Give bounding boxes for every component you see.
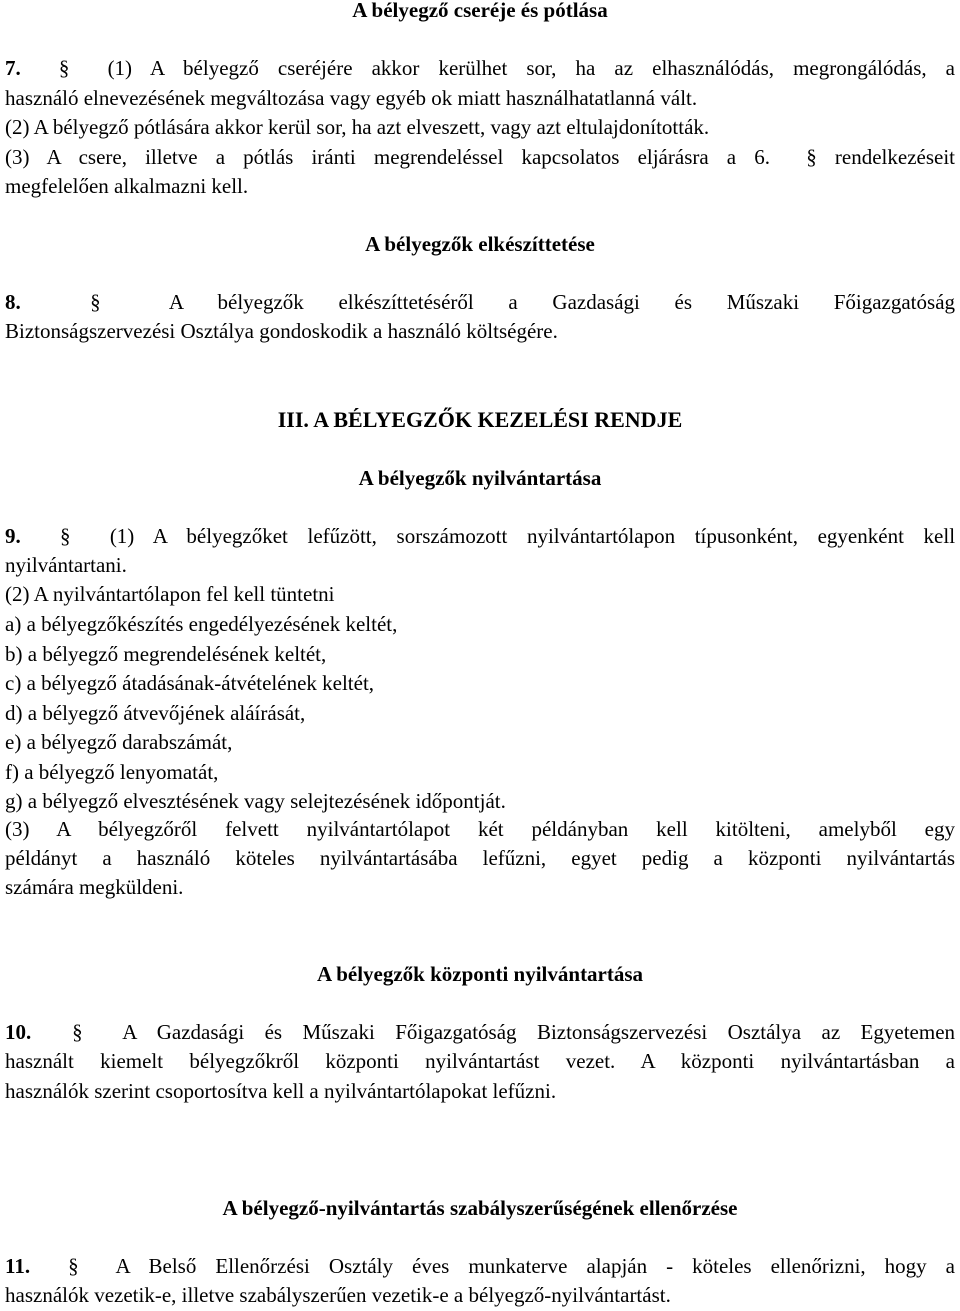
section-heading-stamp-replacement: A bélyegző cseréje és pótlása (352, 0, 608, 22)
paragraph-text: (3) A csere, illetve a pótlás iránti megrendeléssel kapcsolatos eljárásra a 6. (5, 145, 771, 169)
section-heading-stamp-registry: A bélyegzők nyilvántartása (358, 466, 602, 490)
paragraph-text: rendelkezéseit (834, 145, 956, 169)
paragraph-10-line1 (5, 1018, 955, 1048)
paragraph-text: (1) A bélyegzőket lefűzött, sorszámozott nyilvántartólapon típusonként, egyenként kell (109, 524, 956, 548)
section-number: 9. (5, 524, 21, 548)
registry-item-list (5, 610, 955, 817)
paragraph-7-2: (2) A bélyegző pótlására akkor kerül sor, ha azt elveszett, vagy azt eltulajdonították. (5, 115, 710, 139)
section-number: 7. (5, 56, 21, 80)
paragraph-8-line1 (5, 288, 955, 318)
paragraph-7-3-line1 (5, 143, 955, 173)
paragraph-7-3-line2: megfelelően alkalmazni kell. (5, 174, 249, 198)
paragraph-10-line2: használt kiemelt bélyegzőkről központi nyilvántartást vezet. A központi nyilvántartásban a (5, 1049, 955, 1073)
list-item: c) a bélyegző átadásának-átvételének keltét, (5, 671, 375, 695)
section-symbol: § (90, 290, 101, 314)
paragraph-9-3-line3: számára megküldeni. (5, 875, 184, 899)
paragraph-9-3-line2: példányt a használó köteles nyilvántartásába lefűzni, egyet pedig a központi nyilvántartás (5, 846, 955, 870)
paragraph-9-1-line1 (5, 522, 955, 552)
paragraph-9-1-line2: nyilvántartani. (5, 553, 127, 577)
list-item: g) a bélyegző elvesztésének vagy selejtezésének időpontját. (5, 789, 506, 813)
paragraph-11-line1 (5, 1252, 955, 1282)
section-heading-registry-audit: A bélyegző-nyilvántartás szabályszerűségének ellenőrzése (222, 1196, 738, 1220)
section-symbol: § (60, 524, 71, 548)
paragraph-11-line2: használók vezetik-e, illetve szabályszerűen vezetik-e a bélyegző-nyilvántartást. (5, 1283, 671, 1307)
paragraph-text: A Gazdasági és Műszaki Főigazgatóság Biztonságszervezési Osztálya az Egyetemen (122, 1020, 956, 1044)
paragraph-9-3-line1: (3) A bélyegzőről felvett nyilvántartólapot két példányban kell kitölteni, amelyből egy (5, 817, 955, 841)
section-number: 11. (5, 1254, 31, 1278)
section-symbol: § (68, 1254, 79, 1278)
paragraph-text: A bélyegzők elkészíttetéséről a Gazdasági és Műszaki Főigazgatóság (168, 290, 956, 314)
list-item: b) a bélyegző megrendelésének keltét, (5, 641, 327, 666)
section-heading-stamp-production: A bélyegzők elkészíttetése (365, 232, 595, 256)
paragraph-7-1-line1 (5, 54, 955, 84)
paragraph-8-line2: Biztonságszervezési Osztálya gondoskodik a használó költségére. (5, 319, 558, 343)
chapter-title: III. A BÉLYEGZŐK KEZELÉSI RENDJE (277, 407, 683, 432)
section-symbol: § (72, 1020, 83, 1044)
section-number: 8. (5, 290, 21, 314)
section-heading-central-registry: A bélyegzők központi nyilvántartása (316, 962, 644, 986)
list-item: a) a bélyegzőkészítés engedélyezésének keltét, (5, 612, 398, 636)
paragraph-7-1-line2: használó elnevezésének megváltozása vagy egyéb ok miatt használhatatlanná vált. (5, 86, 698, 110)
list-item: e) a bélyegző darabszámát, (5, 730, 233, 754)
list-item: d) a bélyegző átvevőjének aláírását, (5, 700, 306, 725)
list-item: f) a bélyegző lenyomatát, (5, 759, 219, 784)
paragraph-9-2-intro: (2) A nyilvántartólapon fel kell tüntetni (5, 582, 335, 606)
section-symbol: § (58, 56, 70, 80)
section-symbol: § (806, 145, 817, 169)
paragraph-10-line3: használók szerint csoportosítva kell a nyilvántartólapokat lefűzni. (5, 1079, 557, 1103)
section-number: 10. (5, 1020, 32, 1044)
paragraph-text: (1) A bélyegző cseréjére akkor kerülhet sor, ha az elhasználódás, megrongálódás, a (107, 56, 956, 80)
paragraph-text: A Belső Ellenőrzési Osztály éves munkaterve alapján - köteles ellenőrizni, hogy a (115, 1254, 956, 1278)
